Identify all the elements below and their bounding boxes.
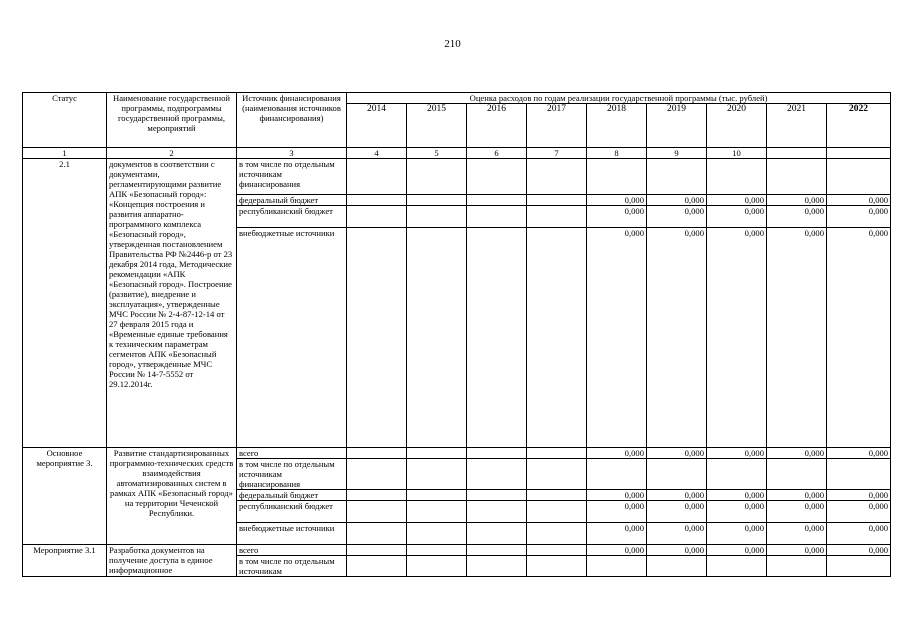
value-cell — [347, 159, 407, 195]
page-number: 210 — [444, 38, 461, 50]
header-source: Источник финансирования (наименования источников финансирования) — [237, 93, 347, 148]
value-cell — [767, 459, 827, 490]
value-cell — [347, 523, 407, 545]
value-cell — [527, 448, 587, 459]
column-number-row — [23, 148, 891, 159]
value-cell: 0,000 — [827, 523, 891, 545]
value-cell: 0,000 — [707, 501, 767, 523]
year-2019: 2019 — [647, 104, 707, 148]
value-cell — [827, 459, 891, 490]
value-cell — [407, 206, 467, 228]
value-cell: 0,000 — [647, 490, 707, 501]
value-cell: 0,000 — [587, 195, 647, 206]
value-cell — [347, 459, 407, 490]
value-cell: 0,000 — [827, 195, 891, 206]
value-cell — [347, 556, 407, 577]
value-cell: 0,000 — [767, 501, 827, 523]
year-2017: 2017 — [527, 104, 587, 148]
year-2022: 2022 — [827, 104, 891, 148]
source-cell: в том числе по отдельным источникам — [237, 556, 347, 577]
value-cell: 0,000 — [827, 448, 891, 459]
value-cell: 0,000 — [827, 545, 891, 556]
column-number: 7 — [527, 148, 587, 159]
value-cell — [347, 206, 407, 228]
header-name: Наименование государственной программы, подпрограммы государственной программы, мероприятий — [107, 93, 237, 148]
table-row — [23, 448, 891, 459]
value-cell: 0,000 — [647, 195, 707, 206]
value-cell — [587, 556, 647, 577]
value-cell — [407, 195, 467, 206]
value-cell — [527, 206, 587, 228]
value-cell: 0,000 — [587, 523, 647, 545]
value-cell — [467, 448, 527, 459]
value-cell — [407, 523, 467, 545]
table-row — [23, 159, 891, 195]
value-cell — [587, 459, 647, 490]
year-2014: 2014 — [347, 104, 407, 148]
value-cell: 0,000 — [647, 448, 707, 459]
value-cell — [647, 159, 707, 195]
value-cell — [527, 523, 587, 545]
value-cell: 0,000 — [707, 545, 767, 556]
value-cell — [467, 556, 527, 577]
value-cell — [347, 501, 407, 523]
value-cell: 0,000 — [707, 523, 767, 545]
source-cell: в том числе по отдельным источникам финансирования — [237, 159, 347, 195]
column-number: 3 — [237, 148, 347, 159]
value-cell — [827, 159, 891, 195]
value-cell: 0,000 — [587, 545, 647, 556]
value-cell — [347, 228, 407, 448]
column-number: 6 — [467, 148, 527, 159]
value-cell — [467, 545, 527, 556]
value-cell: 0,000 — [587, 448, 647, 459]
value-cell: 0,000 — [647, 501, 707, 523]
year-2020: 2020 — [707, 104, 767, 148]
source-cell: внебюджетные источники — [237, 523, 347, 545]
value-cell: 0,000 — [647, 523, 707, 545]
column-number — [827, 148, 891, 159]
value-cell — [407, 556, 467, 577]
value-cell — [467, 228, 527, 448]
column-number: 8 — [587, 148, 647, 159]
value-cell: 0,000 — [767, 195, 827, 206]
value-cell: 0,000 — [827, 206, 891, 228]
year-2021: 2021 — [767, 104, 827, 148]
year-2018: 2018 — [587, 104, 647, 148]
budget-table — [22, 92, 891, 577]
value-cell — [527, 556, 587, 577]
source-cell: внебюджетные источники — [237, 228, 347, 448]
value-cell: 0,000 — [707, 490, 767, 501]
value-cell — [527, 459, 587, 490]
source-cell: федеральный бюджет — [237, 195, 347, 206]
status-cell: 2.1 — [23, 159, 107, 448]
value-cell — [527, 195, 587, 206]
value-cell: 0,000 — [647, 545, 707, 556]
value-cell — [527, 490, 587, 501]
year-2016: 2016 — [467, 104, 527, 148]
value-cell: 0,000 — [647, 228, 707, 448]
value-cell — [407, 159, 467, 195]
value-cell: 0,000 — [767, 448, 827, 459]
value-cell: 0,000 — [707, 228, 767, 448]
value-cell: 0,000 — [707, 195, 767, 206]
value-cell — [467, 459, 527, 490]
value-cell: 0,000 — [767, 228, 827, 448]
header-estimate: Оценка расходов по годам реализации государственной программы (тыс. рублей) — [347, 93, 891, 104]
source-cell: федеральный бюджет — [237, 490, 347, 501]
value-cell — [407, 448, 467, 459]
value-cell — [527, 501, 587, 523]
value-cell: 0,000 — [767, 206, 827, 228]
source-cell: республиканский бюджет — [237, 501, 347, 523]
value-cell — [347, 490, 407, 501]
source-cell: в том числе по отдельным источникам финансирования — [237, 459, 347, 490]
value-cell — [527, 545, 587, 556]
value-cell — [647, 556, 707, 577]
value-cell — [407, 459, 467, 490]
value-cell — [527, 228, 587, 448]
source-cell: всего — [237, 448, 347, 459]
value-cell — [707, 159, 767, 195]
column-number: 4 — [347, 148, 407, 159]
value-cell: 0,000 — [767, 523, 827, 545]
measure-name-cell: документов в соответствии с документами, регламентирующими развитие АПК «Безопасный город»: «Концепция построения и развития аппаратно-программного комплекса «Безопасный город», утвержденная постановлением Правительства РФ №2446-р от 23 декабря 2014 года, Методические рекомендации «АПК «Безопасный город». Построение (развитие), внедрение и эксплуатация», утвержденные МЧС России № 2-4-87-12-14 от 27 февраля 2015 года и «Временные единые требования к техническим параметрам сегментов АПК «Безопасный город», утвержденные МЧС России № 14-7-5552 от 29.12.2014г. — [107, 159, 237, 448]
value-cell: 0,000 — [827, 501, 891, 523]
value-cell — [407, 545, 467, 556]
value-cell: 0,000 — [827, 490, 891, 501]
column-number: 5 — [407, 148, 467, 159]
value-cell — [467, 490, 527, 501]
value-cell: 0,000 — [707, 448, 767, 459]
value-cell: 0,000 — [587, 206, 647, 228]
column-number: 10 — [707, 148, 767, 159]
value-cell — [767, 159, 827, 195]
value-cell — [527, 159, 587, 195]
column-number: 1 — [23, 148, 107, 159]
value-cell: 0,000 — [767, 545, 827, 556]
value-cell — [827, 556, 891, 577]
value-cell — [407, 501, 467, 523]
value-cell — [347, 195, 407, 206]
value-cell — [467, 206, 527, 228]
value-cell — [467, 501, 527, 523]
table-row — [23, 545, 891, 556]
value-cell — [347, 448, 407, 459]
value-cell: 0,000 — [587, 490, 647, 501]
value-cell: 0,000 — [587, 501, 647, 523]
value-cell — [647, 459, 707, 490]
column-number: 2 — [107, 148, 237, 159]
measure-name-cell: Развитие стандартизированных программно-технических средств взаимодействия автоматизированных систем в рамках АПК «Безопасный город» на территории Чеченской Республики. — [107, 448, 237, 545]
value-cell — [467, 195, 527, 206]
value-cell — [707, 459, 767, 490]
source-cell: всего — [237, 545, 347, 556]
status-cell: Мероприятие 3.1 — [23, 545, 107, 577]
value-cell — [347, 545, 407, 556]
value-cell: 0,000 — [767, 490, 827, 501]
column-number — [767, 148, 827, 159]
value-cell — [707, 556, 767, 577]
value-cell: 0,000 — [647, 206, 707, 228]
value-cell: 0,000 — [827, 228, 891, 448]
source-cell: республиканский бюджет — [237, 206, 347, 228]
value-cell — [407, 490, 467, 501]
column-number: 9 — [647, 148, 707, 159]
value-cell — [587, 159, 647, 195]
header-status: Статус — [23, 93, 107, 148]
value-cell: 0,000 — [707, 206, 767, 228]
value-cell — [767, 556, 827, 577]
header-row-1 — [23, 93, 891, 104]
value-cell — [467, 159, 527, 195]
year-2015: 2015 — [407, 104, 467, 148]
status-cell: Основное мероприятие 3. — [23, 448, 107, 545]
measure-name-cell: Разработка документов на получение доступа в единое информационное — [107, 545, 237, 577]
value-cell — [467, 523, 527, 545]
value-cell: 0,000 — [587, 228, 647, 448]
value-cell — [407, 228, 467, 448]
